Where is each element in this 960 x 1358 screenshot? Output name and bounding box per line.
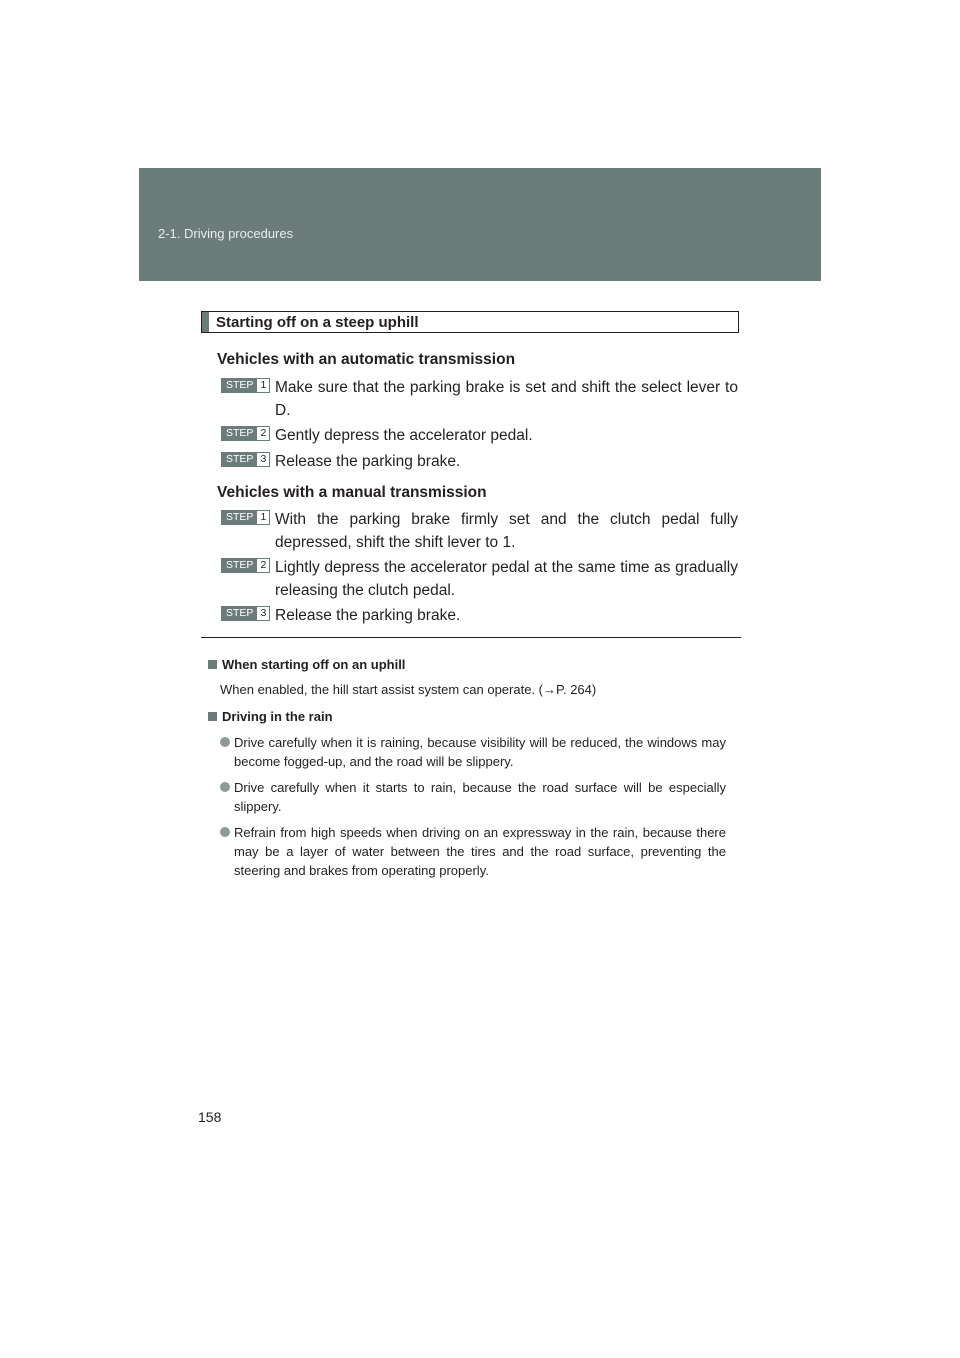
section-breadcrumb: 2-1. Driving procedures (158, 226, 294, 241)
note-rain-heading: Driving in the rain (208, 709, 333, 724)
note-uphill-heading: When starting off on an uphill (208, 657, 405, 672)
page-number: 158 (198, 1109, 222, 1125)
header-band (139, 168, 821, 281)
step-badge: STEP 1 (221, 510, 270, 525)
section-title-box (201, 311, 739, 333)
rain-bullet-2: Drive carefully when it starts to rain, because the road surface will be especially slippery. (220, 778, 726, 816)
step-badge: STEP 2 (221, 558, 270, 573)
square-bullet-icon (208, 660, 217, 669)
step-text: Lightly depress the accelerator pedal at the same time as gradually releasing the clutch pedal. (275, 559, 738, 599)
automatic-heading: Vehicles with an automatic transmission (217, 351, 516, 368)
note-uphill-text: When enabled, the hill start assist system can operate. (→P. 264) (220, 682, 597, 697)
step-text: Release the parking brake. (275, 607, 461, 624)
automatic-step-1 (221, 376, 738, 422)
step-badge: STEP 2 (221, 426, 270, 441)
square-bullet-icon (208, 712, 217, 721)
manual-step-1 (221, 508, 738, 554)
rain-bullet-1: Drive carefully when it is raining, because visibility will be reduced, the windows may become fogged-up, and the road will be slippery. (220, 733, 726, 771)
section-divider (201, 637, 741, 638)
step-badge: STEP 3 (221, 452, 270, 467)
title-accent-bar (202, 312, 209, 332)
automatic-step-3 (221, 450, 738, 473)
step-badge: STEP 1 (221, 378, 270, 393)
circle-bullet-icon (220, 737, 230, 747)
rain-bullet-3: Refrain from high speeds when driving on an expressway in the rain, because there may be a layer of water between the tires and the road surface, preventing the steering and brakes from operating properly. (220, 823, 726, 880)
step-text: Release the parking brake. (275, 453, 461, 470)
automatic-step-2 (221, 424, 738, 447)
manual-heading: Vehicles with a manual transmission (217, 484, 487, 501)
manual-step-3 (221, 604, 738, 627)
circle-bullet-icon (220, 827, 230, 837)
circle-bullet-icon (220, 782, 230, 792)
page-title: Starting off on a steep uphill (216, 314, 419, 331)
step-text: Make sure that the parking brake is set and shift the select lever to D. (275, 379, 738, 419)
step-text: With the parking brake firmly set and the clutch pedal fully depressed, shift the shift lever to 1. (275, 511, 738, 551)
step-badge: STEP 3 (221, 606, 270, 621)
manual-step-2 (221, 556, 738, 602)
step-text: Gently depress the accelerator pedal. (275, 427, 533, 444)
